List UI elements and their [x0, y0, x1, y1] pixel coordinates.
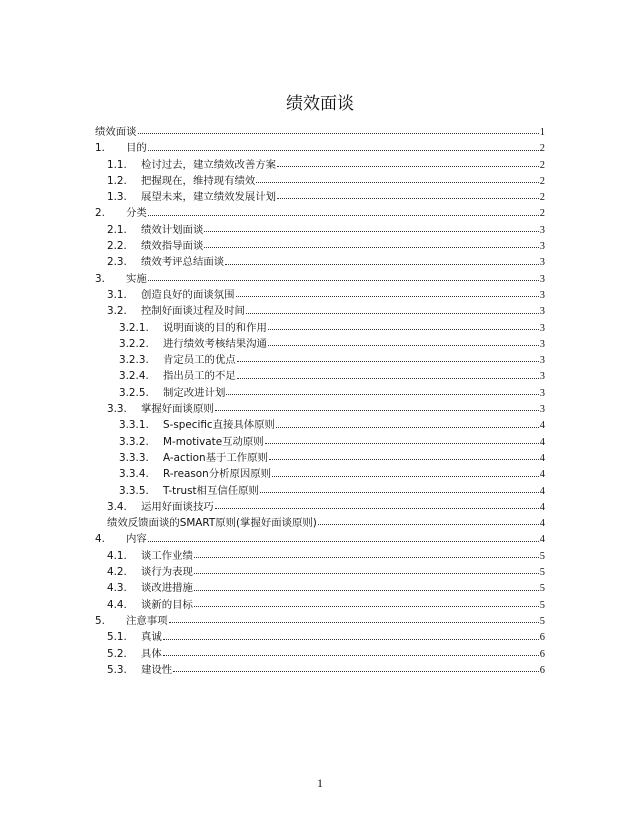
toc-entry-page: 1 — [539, 127, 545, 138]
toc-dot-leader — [272, 475, 539, 477]
toc-dot-leader — [148, 279, 539, 281]
toc-entry-page: 3 — [539, 404, 545, 416]
toc-entry-page: 4 — [539, 501, 545, 513]
toc-entry-title: 注意事项 — [126, 614, 168, 627]
toc-entry-title: 绩效面谈 — [95, 126, 137, 138]
toc-entry-page: 6 — [539, 632, 545, 644]
toc-entry-page: 3 — [539, 241, 545, 253]
toc-dot-leader — [265, 442, 539, 444]
toc-entry[interactable] — [95, 271, 545, 287]
toc-entry[interactable] — [95, 580, 545, 596]
toc-entry[interactable] — [95, 531, 545, 547]
toc-entry-number: 3.2.1. — [119, 321, 149, 334]
toc-entry-title: 绩效指导面谈 — [141, 240, 204, 253]
toc-entry-number: 5. — [95, 614, 105, 627]
toc-entry-page: 4 — [539, 452, 545, 464]
toc-entry[interactable] — [95, 320, 545, 336]
toc-entry[interactable] — [95, 287, 545, 303]
toc-dot-leader — [226, 393, 538, 395]
toc-entry-number: 3.3.4. — [119, 468, 149, 481]
toc-entry[interactable] — [95, 385, 545, 401]
toc-entry-title: 实施 — [126, 272, 147, 285]
toc-entry-title: A-action基于工作原则 — [163, 451, 268, 464]
toc-entry-number: 3.2. — [107, 305, 127, 318]
toc-dot-leader — [256, 181, 539, 183]
toc-dot-leader — [268, 328, 539, 330]
toc-entry-title: R-reason分析原因原则 — [163, 468, 272, 481]
toc-entry-page: 5 — [539, 567, 545, 579]
toc-dot-leader — [169, 621, 539, 623]
toc-entry[interactable] — [95, 173, 545, 189]
toc-entry-title: 控制好面谈过程及时间 — [141, 305, 245, 318]
toc-entry-title: 掌握好面谈原则 — [141, 403, 214, 416]
toc-entry-page: 6 — [539, 648, 545, 660]
toc-dot-leader — [269, 458, 539, 460]
toc-entry-number: 5.1. — [107, 631, 127, 644]
toc-entry-page: 5 — [539, 550, 545, 562]
toc-entry[interactable] — [95, 124, 545, 140]
toc-entry-number: 3.2.5. — [119, 386, 149, 399]
toc-entry-page: 4 — [539, 436, 545, 448]
toc-dot-leader — [173, 670, 539, 672]
toc-entry-page: 3 — [539, 322, 545, 334]
toc-dot-leader — [148, 214, 539, 216]
toc-entry-title: 目的 — [126, 142, 147, 155]
toc-dot-leader — [148, 149, 539, 151]
toc-entry-number: 3.3.2. — [119, 435, 149, 448]
toc-entry-title: 把握现在，维持现有绩效 — [141, 174, 256, 187]
toc-entry-title: 创造良好的面谈氛围 — [141, 288, 235, 301]
toc-entry-page: 4 — [539, 420, 545, 432]
toc-entry-number: 2.1. — [107, 223, 127, 236]
toc-dot-leader — [268, 344, 539, 346]
toc-entry-number: 2.3. — [107, 256, 127, 269]
toc-entry-page: 5 — [539, 615, 545, 627]
toc-entry-number: 5.3. — [107, 663, 127, 676]
toc-entry-page: 2 — [539, 143, 545, 155]
toc-dot-leader — [163, 638, 539, 640]
toc-entry-number: 4.1. — [107, 549, 127, 562]
toc-entry-title: 谈行为表现 — [141, 566, 193, 579]
toc-entry[interactable] — [95, 597, 545, 613]
toc-entry-page: 2 — [539, 159, 545, 171]
toc-entry-title: T-trust相互信任原则 — [163, 484, 259, 497]
toc-dot-leader — [194, 589, 539, 591]
toc-entry-page: 3 — [539, 289, 545, 301]
toc-entry-title: 绩效反馈面谈的SMART原则(掌握好面谈原则) — [107, 517, 317, 530]
toc-entry-number: 2.2. — [107, 240, 127, 253]
toc-entry-title: 真诚 — [141, 631, 162, 644]
toc-entry-number: 1.1. — [107, 158, 127, 171]
toc-dot-leader — [225, 263, 539, 265]
toc-entry-page: 4 — [539, 518, 545, 530]
toc-entry-number: 3.1. — [107, 288, 127, 301]
toc-entry-number: 1. — [95, 142, 105, 155]
toc-entry-title: 制定改进计划 — [163, 386, 226, 399]
toc-entry-number: 5.2. — [107, 647, 127, 660]
toc-entry-title: 检讨过去，建立绩效改善方案 — [141, 158, 277, 171]
toc-dot-leader — [148, 540, 539, 542]
toc-entry[interactable] — [95, 417, 545, 433]
toc-entry-page: 3 — [539, 257, 545, 269]
toc-entry-number: 3.2.3. — [119, 354, 149, 367]
toc-entry-title: 说明面谈的目的和作用 — [163, 321, 267, 334]
toc-entry-page: 3 — [539, 387, 545, 399]
toc-entry-title: 指出员工的不足 — [163, 370, 236, 383]
toc-entry[interactable] — [95, 189, 545, 205]
toc-entry-number: 1.2. — [107, 174, 127, 187]
toc-entry-title: 内容 — [126, 533, 147, 546]
toc-entry-title: 展望未来，建立绩效发展计划 — [141, 191, 277, 204]
toc-entry-title: 谈改进措施 — [141, 582, 193, 595]
toc-entry-title: M-motivate互动原则 — [163, 435, 264, 448]
toc-dot-leader — [194, 572, 539, 574]
toc-entry-title: 谈工作业绩 — [141, 549, 193, 562]
toc-entry[interactable] — [95, 157, 545, 173]
toc-entry-page: 3 — [539, 306, 545, 318]
toc-dot-leader — [204, 230, 538, 232]
toc-dot-leader — [194, 605, 539, 607]
toc-entry-title: 绩效计划面谈 — [141, 223, 204, 236]
toc-entry-page: 3 — [539, 273, 545, 285]
toc-entry[interactable] — [95, 352, 545, 368]
toc-entry[interactable] — [95, 254, 545, 270]
toc-entry[interactable] — [95, 646, 545, 662]
toc-dot-leader — [236, 295, 539, 297]
toc-entry[interactable] — [95, 368, 545, 384]
toc-entry[interactable] — [95, 336, 545, 352]
toc-entry-number: 3.2.4. — [119, 370, 149, 383]
toc-entry-title: 谈新的目标 — [141, 598, 193, 611]
toc-entry-title: 运用好面谈技巧 — [141, 500, 214, 513]
toc-entry-number: 1.3. — [107, 191, 127, 204]
toc-entry[interactable] — [95, 629, 545, 645]
toc-entry-number: 4.2. — [107, 566, 127, 579]
toc-dot-leader — [215, 507, 539, 509]
toc-entry[interactable] — [95, 499, 545, 515]
toc-entry-page: 4 — [539, 485, 545, 497]
toc-dot-leader — [318, 523, 539, 525]
page-number: 1 — [317, 776, 323, 790]
toc-entry[interactable] — [95, 613, 545, 629]
toc-entry[interactable] — [95, 303, 545, 319]
document-title: 绩效面谈 — [286, 94, 354, 114]
toc-entry-number: 3.4. — [107, 500, 127, 513]
toc-entry-page: 6 — [539, 664, 545, 676]
toc-entry[interactable] — [95, 434, 545, 450]
toc-dot-leader — [277, 197, 539, 199]
toc-entry-title: 分类 — [126, 207, 147, 220]
toc-entry-title: 具体 — [141, 647, 162, 660]
toc-entry-page: 3 — [539, 338, 545, 350]
toc-entry-title: 建设性 — [141, 663, 173, 676]
toc-entry-number: 3.3.3. — [119, 451, 149, 464]
toc-entry[interactable] — [95, 140, 545, 156]
toc-entry-page: 3 — [539, 371, 545, 383]
toc-entry-number: 3.3.5. — [119, 484, 149, 497]
toc-entry-page: 2 — [539, 175, 545, 187]
toc-entry[interactable] — [95, 205, 545, 221]
toc-entry[interactable] — [95, 548, 545, 564]
toc-entry[interactable] — [95, 466, 545, 482]
toc-dot-leader — [237, 360, 539, 362]
toc-entry-title: 肯定员工的优点 — [163, 354, 236, 367]
toc-entry-number: 2. — [95, 207, 105, 220]
toc-entry-page: 3 — [539, 355, 545, 367]
toc-entry-number: 3.3.1. — [119, 419, 149, 432]
toc-entry[interactable] — [95, 222, 545, 238]
toc-dot-leader — [215, 409, 539, 411]
toc-entry[interactable] — [95, 401, 545, 417]
toc-entry-page: 3 — [539, 224, 545, 236]
toc-entry[interactable] — [95, 564, 545, 580]
toc-entry-page: 5 — [539, 599, 545, 611]
toc-dot-leader — [194, 556, 539, 558]
toc-dot-leader — [246, 312, 539, 314]
toc-dot-leader — [204, 246, 538, 248]
toc-entry-page: 2 — [539, 192, 545, 204]
toc-entry-number: 3. — [95, 272, 105, 285]
toc-entry-number: 3.3. — [107, 403, 127, 416]
toc-entry[interactable] — [95, 450, 545, 466]
toc-entry[interactable] — [95, 662, 545, 678]
toc-entry-page: 4 — [539, 534, 545, 546]
toc-dot-leader — [276, 426, 539, 428]
table-of-contents — [95, 124, 545, 678]
toc-dot-leader — [237, 377, 539, 379]
toc-entry-page: 4 — [539, 469, 545, 481]
toc-dot-leader — [163, 654, 539, 656]
toc-dot-leader — [260, 491, 539, 493]
toc-entry-title: 进行绩效考核结果沟通 — [163, 337, 267, 350]
toc-entry[interactable] — [95, 238, 545, 254]
toc-entry-title: 绩效考评总结面谈 — [141, 256, 225, 269]
toc-entry-page: 5 — [539, 583, 545, 595]
toc-dot-leader — [138, 132, 539, 134]
toc-entry-title: S-specific直接具体原则 — [163, 419, 275, 432]
toc-entry-number: 3.2.2. — [119, 337, 149, 350]
toc-entry[interactable] — [95, 515, 545, 531]
toc-entry-number: 4.4. — [107, 598, 127, 611]
toc-entry-number: 4. — [95, 533, 105, 546]
toc-dot-leader — [277, 165, 539, 167]
toc-entry-number: 4.3. — [107, 582, 127, 595]
toc-entry-page: 2 — [539, 208, 545, 220]
toc-entry[interactable] — [95, 483, 545, 499]
